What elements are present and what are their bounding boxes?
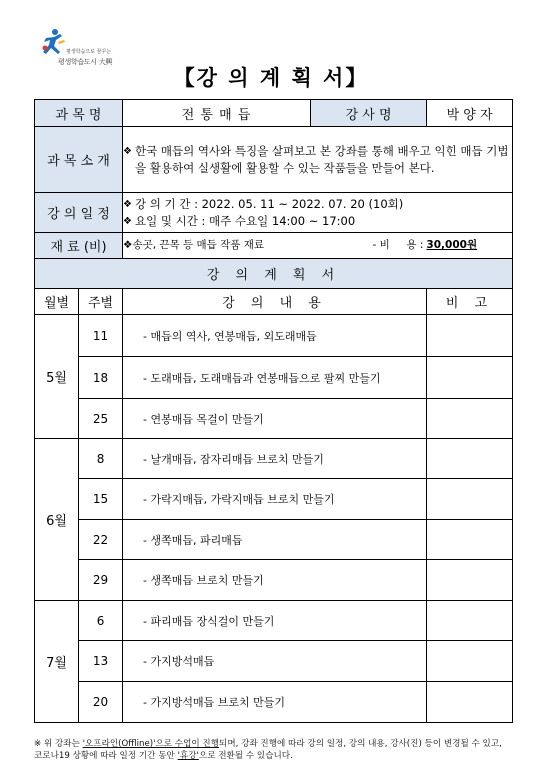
footnote xyxy=(34,738,512,762)
note-cell xyxy=(427,357,513,399)
bullet-icon: ❖ xyxy=(123,239,133,251)
footnote-text-1: ※ 위 강좌는 xyxy=(34,739,83,749)
schedule-time: 요일 및 시간 : 매주 수요일 14:00 ~ 17:00 xyxy=(135,213,356,228)
note-cell xyxy=(427,399,513,439)
week-cell: 18 xyxy=(79,357,123,399)
table-row xyxy=(35,315,513,357)
page-title: 【강 의 계 획 서】 xyxy=(173,66,369,90)
month-cell: 7월 xyxy=(35,601,79,723)
month-cell: 5월 xyxy=(35,315,79,439)
table-row xyxy=(35,601,513,641)
intro-cell xyxy=(123,127,513,193)
logo-slogan: 평생학습으로 꿈꾸는 xyxy=(66,49,112,55)
schedule-period: 강 의 기 간 : 2022. 05. 11 ~ 2022. 07. 20 (10회) xyxy=(135,196,404,211)
course-name-value: 전 통 매 듭 xyxy=(123,100,311,127)
intro-label: 과 목 소 개 xyxy=(35,127,123,193)
table-row xyxy=(35,641,513,682)
logo-city-name: 평생학습도시 大興 xyxy=(58,58,113,66)
material-cell xyxy=(123,233,513,259)
week-header: 주별 xyxy=(79,289,123,315)
table-row xyxy=(35,399,513,439)
note-cell xyxy=(427,641,513,682)
schedule-label: 강 의 일 정 xyxy=(35,193,123,233)
content-cell: - 날개매듭, 잠자리매듭 브로치 만들기 xyxy=(123,439,427,479)
content-header: 강 의 내 용 xyxy=(123,289,427,315)
material-text: 송곳, 끈목 등 매듭 작품 재료 xyxy=(132,239,265,251)
note-cell xyxy=(427,601,513,641)
footnote-closure-emphasis: '휴강' xyxy=(177,751,199,761)
note-cell xyxy=(427,520,513,560)
month-cell: 6월 xyxy=(35,439,79,601)
table-row xyxy=(35,357,513,399)
table-row xyxy=(35,439,513,479)
cost-label: - 비 용 : xyxy=(372,239,424,251)
lecture-plan-table xyxy=(34,99,513,723)
footnote-offline-emphasis: '오프라인(Offline)'으로 수업이 진행 xyxy=(82,739,220,749)
bullet-icon: ❖ xyxy=(123,215,132,227)
week-cell: 13 xyxy=(79,641,123,682)
course-name-label: 과 목 명 xyxy=(35,100,123,127)
schedule-cell xyxy=(123,193,513,233)
week-cell: 6 xyxy=(79,601,123,641)
week-cell: 15 xyxy=(79,479,123,520)
note-cell xyxy=(427,439,513,479)
note-cell xyxy=(427,479,513,520)
content-cell: - 생쪽매듭, 파리매듭 xyxy=(123,520,427,560)
content-cell: - 매듭의 역사, 연봉매듭, 외도래매듭 xyxy=(123,315,427,357)
week-cell: 20 xyxy=(79,682,123,723)
plan-section-title: 강 의 계 획 서 xyxy=(35,259,513,289)
table-row xyxy=(35,479,513,520)
content-cell: - 생쪽매듭 브로치 만들기 xyxy=(123,560,427,601)
week-cell: 29 xyxy=(79,560,123,601)
note-cell xyxy=(427,315,513,357)
footnote-text-3: 으로 전환될 수 있습니다. xyxy=(198,751,293,761)
week-cell: 8 xyxy=(79,439,123,479)
table-row xyxy=(35,682,513,723)
bullet-icon: ❖ xyxy=(123,198,132,210)
content-cell: - 가지방석매듭 브로치 만들기 xyxy=(123,682,427,723)
week-cell: 25 xyxy=(79,399,123,439)
instructor-value: 박 양 자 xyxy=(427,100,513,127)
table-row xyxy=(35,560,513,601)
week-cell: 11 xyxy=(79,315,123,357)
instructor-label: 강 사 명 xyxy=(311,100,427,127)
note-cell xyxy=(427,682,513,723)
month-header: 월별 xyxy=(35,289,79,315)
footnote-text-2: 되며, 강좌 진행에 따라 강의 일정, 강의 내용, 강사(진) 등이 변경될 수 있고, 코로나19 상황에 따라 일정 기간 동안 xyxy=(34,739,502,761)
note-header: 비 고 xyxy=(427,289,513,315)
content-cell: - 파리매듭 장식걸이 만들기 xyxy=(123,601,427,641)
runner-logo-icon xyxy=(40,28,66,58)
note-cell xyxy=(427,560,513,601)
intro-text: 한국 매듭의 역사와 특징을 살펴보고 본 강좌를 통해 배우고 익힌 매듭 기법을 활용하여 실생활에 활용할 수 있는 작품들을 만들어 본다. xyxy=(135,143,509,175)
cost-value: 30,000원 xyxy=(426,239,478,251)
content-cell: - 가락지매듭, 가락지매듭 브로치 만들기 xyxy=(123,479,427,520)
content-cell: - 연봉매듭 목걸이 만들기 xyxy=(123,399,427,439)
week-cell: 22 xyxy=(79,520,123,560)
content-cell: - 가지방석매듭 xyxy=(123,641,427,682)
material-label: 재 료 (비) xyxy=(35,233,123,259)
content-cell: - 도래매듭, 도래매듭과 연봉매듭으로 팔찌 만들기 xyxy=(123,357,427,399)
bullet-icon: ❖ xyxy=(123,145,132,157)
table-row xyxy=(35,520,513,560)
